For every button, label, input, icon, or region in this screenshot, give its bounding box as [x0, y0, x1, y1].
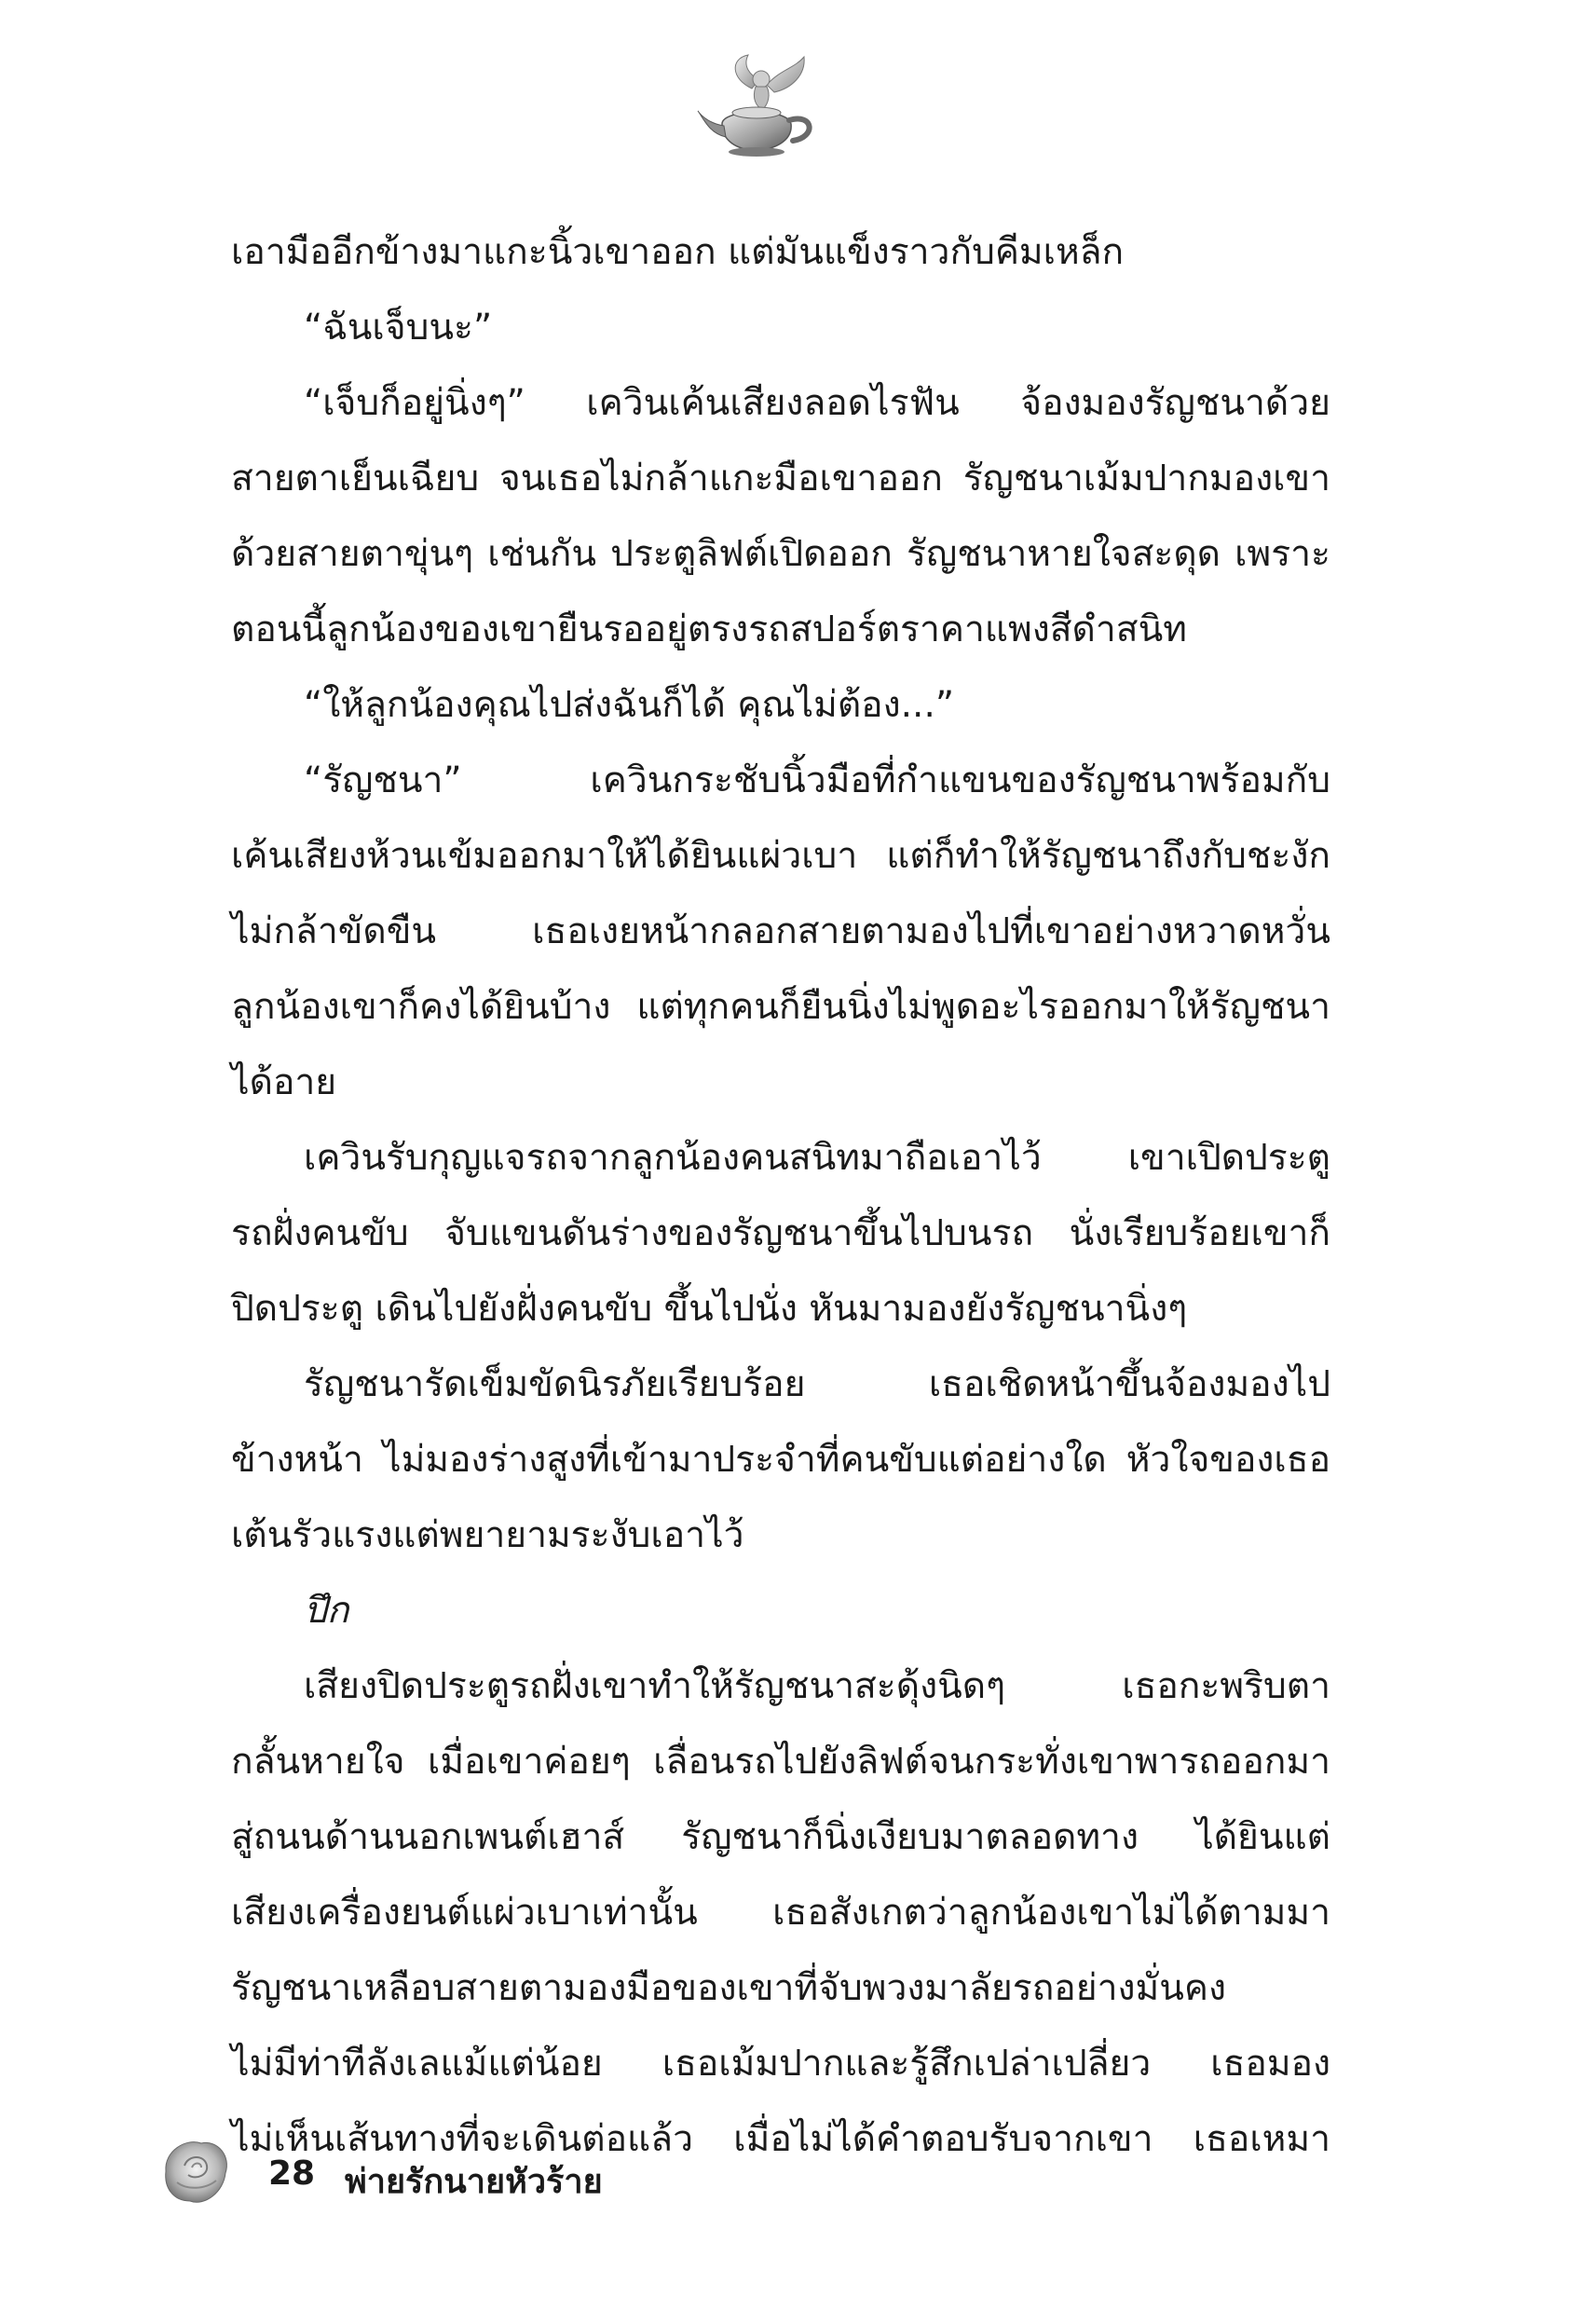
rose-icon [158, 2134, 233, 2210]
text-line: เค้นเสียงห้วนเข้มออกมาให้ได้ยินแผ่วเบา แต่ก็ทำให้รัญชนาถึงกับชะงัก [231, 835, 1330, 877]
book-title: พ่ายรักนายหัวร้าย [345, 2163, 603, 2201]
text-line: ไม่กล้าขัดขืน เธอเงยหน้ากลอกสายตามองไปที่เขาอย่างหวาดหวั่น [231, 910, 1330, 952]
text-line: เต้นรัวแรงแต่พยายามระงับเอาไว้ [231, 1514, 744, 1556]
text-line: สู่ถนนด้านนอกเพนต์เฮาส์ รัญชนาก็นิ่งเงียบมาตลอดทาง ได้ยินแต่ [231, 1816, 1330, 1858]
text-line: “ฉันเจ็บนะ” [304, 307, 493, 349]
text-line: ไม่มีท่าทีลังเลแม้แต่น้อย เธอเม้มปากและรู้สึกเปล่าเปลี่ยว เธอมอง [231, 2043, 1330, 2085]
text-line: ตอนนี้ลูกน้องของเขายืนรออยู่ตรงรถสปอร์ตราคาแพงสีดำสนิท [231, 609, 1187, 650]
text-line: สายตาเย็นเฉียบ จนเธอไม่กล้าแกะมือเขาออก รัญชนาเม้มปากมองเขา [231, 458, 1330, 499]
text-line: ปิดประตู เดินไปยังฝั่งคนขับ ขึ้นไปนั่ง หันมามองยังรัญชนานิ่งๆ [231, 1288, 1188, 1330]
text-line: รัญชนาเหลือบสายตามองมือของเขาที่จับพวงมาลัยรถอย่างมั่นคง [231, 1967, 1227, 2009]
text-line: กลั้นหายใจ เมื่อเขาค่อยๆ เลื่อนรถไปยังลิฟต์จนกระทั่งเขาพารถออกมา [231, 1741, 1330, 1783]
text-line: รถฝั่งคนขับ จับแขนดันร่างของรัญชนาขึ้นไปบนรถ นั่งเรียบร้อยเขาก็ [231, 1212, 1330, 1254]
text-line: “เจ็บก็อยู่นิ่งๆ” เควินเค้นเสียงลอดไรฟัน จ้องมองรัญชนาด้วย [304, 382, 1330, 424]
text-line: เควินรับกุญแจรถจากลูกน้องคนสนิทมาถือเอาไว้ เขาเปิดประตู [304, 1137, 1330, 1179]
text-line: ด้วยสายตาขุ่นๆ เช่นกัน ประตูลิฟต์เปิดออก รัญชนาหายใจสะดุด เพราะ [231, 533, 1330, 575]
text-line: เอามืออีกข้างมาแกะนิ้วเขาออก แต่มันแข็งราวกับคีมเหล็ก [231, 231, 1125, 273]
text-line: “ให้ลูกน้องคุณไปส่งฉันก็ได้ คุณไม่ต้อง...” [304, 684, 955, 726]
teapot-with-cupid-icon [694, 51, 825, 168]
page-footer [158, 2134, 811, 2218]
text-line: ปึก [304, 1590, 349, 1632]
text-line: เสียงเครื่องยนต์แผ่วเบาเท่านั้น เธอสังเกตว่าลูกน้องเขาไม่ได้ตามมา [231, 1892, 1330, 1934]
text-line: รัญชนารัดเข็มขัดนิรภัยเรียบร้อย เธอเชิดหน้าขึ้นจ้องมองไป [304, 1363, 1330, 1405]
body-text [231, 214, 1330, 2177]
text-line: “รัญชนา” เควินกระชับนิ้วมือที่กำแขนของรัญชนาพร้อมกับ [304, 759, 1330, 801]
text-line: ไม่เห็นเส้นทางที่จะเดินต่อแล้ว เมื่อไม่ได้คำตอบรับจากเขา เธอเหมา [231, 2118, 1330, 2160]
text-line: ได้อาย [231, 1061, 337, 1103]
page-number: 28 [268, 2154, 316, 2193]
text-line: ลูกน้องเขาก็คงได้ยินบ้าง แต่ทุกคนก็ยืนนิ่งไม่พูดอะไรออกมาให้รัญชนา [231, 986, 1330, 1028]
text-line: ข้างหน้า ไม่มองร่างสูงที่เข้ามาประจำที่คนขับแต่อย่างใด หัวใจของเธอ [231, 1439, 1330, 1481]
text-line: เสียงปิดประตูรถฝั่งเขาทำให้รัญชนาสะดุ้งนิดๆ เธอกะพริบตา [304, 1665, 1330, 1707]
